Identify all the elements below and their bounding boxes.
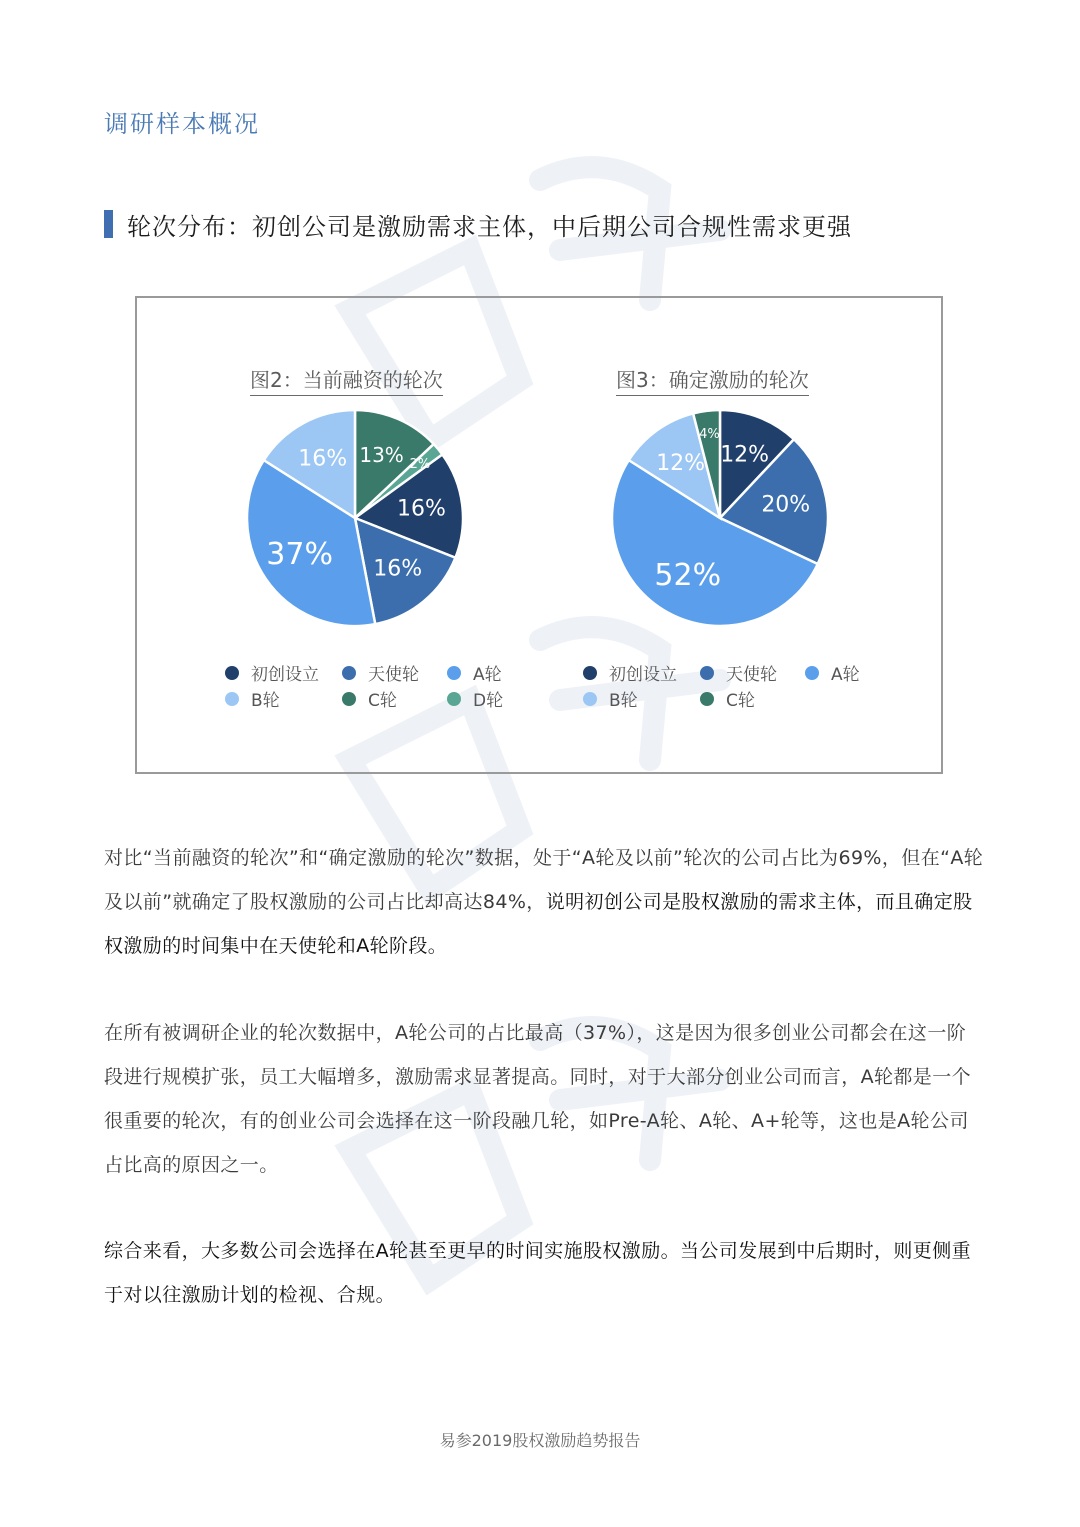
pie-label-fig3-3: 12% <box>656 450 706 476</box>
paragraph-3-bold: 综合来看，大多数公司会选择在A轮甚至更早的时间实施股权激励。当公司发展到中后期时，则更侧重于对以往激励计划的检视、合规。 <box>104 1240 971 1306</box>
subtitle-text: 轮次分布：初创公司是激励需求主体，中后期公司合规性需求更强 <box>127 212 852 241</box>
pie-label-fig2-3: 16% <box>298 446 348 472</box>
paragraph-3 <box>104 1229 984 1317</box>
legend-label: C轮 <box>726 691 755 711</box>
paragraph-1-normal: 对比“当前融资的轮次”和“确定激励的轮次”数据，处于“A轮及以前”轮次的公司占比为69%，但在“A轮及以前”就确定了股权激励的公司占比却高达84%， <box>104 847 984 913</box>
legend-label: 初创设立 <box>251 665 319 685</box>
legend-label: C轮 <box>368 691 397 711</box>
paragraph-2-normal: 在所有被调研企业的轮次数据中，A轮公司的占比最高（37%），这是因为很多创业公司都会在这一阶段进行规模扩张，员工大幅增多，激励需求显著提高。同时，对于大部分创业公司而言，A轮都是一个很重要的轮次，有的创业公司会选择在这一阶段融几轮，如Pre-A轮、A轮、A+轮等，这也是A轮公司占比高的原因之一。 <box>104 1022 971 1176</box>
legend-item <box>583 660 677 685</box>
legend-dot <box>805 666 819 680</box>
legend-item <box>447 686 503 711</box>
chart-title-fig3: 图3：确定激励的轮次 <box>616 364 809 396</box>
legend-dot <box>700 666 714 680</box>
legend-label: 初创设立 <box>609 665 677 685</box>
pie-label-fig3-1: 20% <box>761 492 811 518</box>
legend-dot <box>700 692 714 706</box>
legend-dot <box>225 666 239 680</box>
legend-dot <box>342 692 356 706</box>
pie-label-fig2-0: 16% <box>396 496 446 522</box>
subtitle <box>104 208 852 240</box>
legend-label: B轮 <box>251 691 280 711</box>
chart-title-fig2: 图2：当前融资的轮次 <box>250 364 443 396</box>
subtitle-accent-bar <box>104 210 113 238</box>
page-footer: 易参2019股权激励趋势报告 <box>439 1431 641 1450</box>
pie-label-fig3-4: 4% <box>699 426 720 442</box>
pie-chart-fig2 <box>247 410 463 626</box>
legend-label: 天使轮 <box>368 665 419 685</box>
legend-dot <box>447 666 461 680</box>
legend-label: D轮 <box>473 691 504 711</box>
pie-chart-fig3 <box>612 410 828 626</box>
paragraph-1 <box>104 836 984 968</box>
pie-label-fig2-5: 2% <box>409 456 431 472</box>
legend-item <box>342 660 419 685</box>
legend-dot <box>583 666 597 680</box>
legend-item <box>583 686 638 711</box>
pie-label-fig2-1: 16% <box>373 556 423 582</box>
legend-item <box>342 686 397 711</box>
legend-label: B轮 <box>609 691 638 711</box>
paragraph-2 <box>104 1011 984 1187</box>
legend-label: A轮 <box>831 665 860 685</box>
legend-item <box>805 660 860 685</box>
pie-label-fig2-2: 37% <box>266 537 333 573</box>
legend-item <box>700 660 777 685</box>
legend-label: A轮 <box>473 665 502 685</box>
legend-item <box>700 686 755 711</box>
legend-item <box>447 660 502 685</box>
legend-dot <box>447 692 461 706</box>
pie-label-fig2-4: 13% <box>359 443 404 468</box>
section-title: 调研样本概况 <box>104 110 260 138</box>
legend-label: 天使轮 <box>726 665 777 685</box>
pie-label-fig3-0: 12% <box>720 442 770 468</box>
legend-dot <box>583 692 597 706</box>
legend-dot <box>225 692 239 706</box>
legend-item <box>225 686 280 711</box>
legend-item <box>225 660 319 685</box>
pie-label-fig3-2: 52% <box>654 558 722 594</box>
paragraph-1-bold: 说明初创公司是股权激励的需求主体，而且确定股权激励的时间集中在天使轮和A轮阶段。 <box>104 891 973 957</box>
legend-dot <box>342 666 356 680</box>
chart-panel <box>135 296 943 774</box>
